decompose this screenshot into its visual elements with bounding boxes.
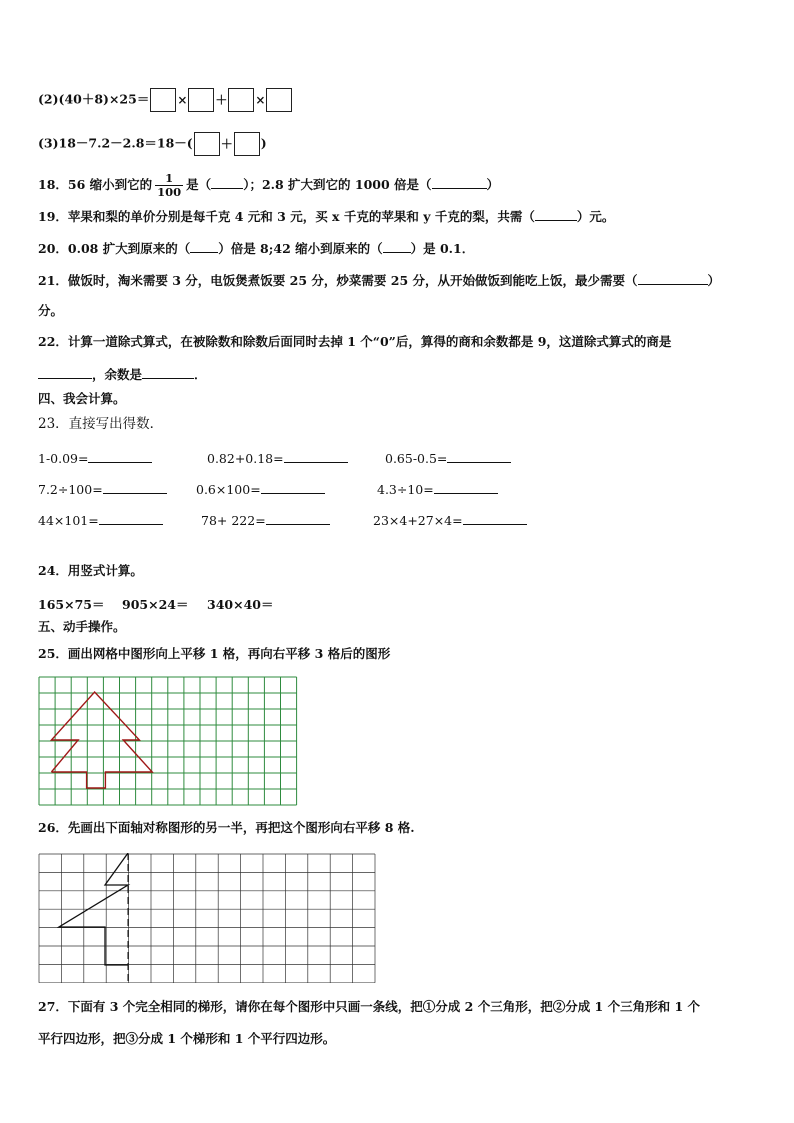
q18-text: 是（ [186, 177, 212, 192]
answer-box[interactable] [228, 88, 254, 112]
answer-blank[interactable] [190, 240, 218, 253]
calc-expression: 0.6×100= [196, 482, 261, 497]
fraction-denominator: 100 [157, 185, 182, 199]
q22-text: ． [194, 367, 207, 382]
answer-box[interactable] [266, 88, 292, 112]
question-23-title: 23．直接写出得数． [38, 416, 164, 432]
q17-part2-prefix: (2)(40＋8)×25＝ [38, 91, 150, 107]
calc-expression: 1-0.09= [38, 451, 89, 466]
question-26-title: 26．先画出下面轴对称图形的另一半，再把这个图形向右平移 8 格. [38, 820, 415, 835]
calc-item [38, 450, 152, 466]
calc-expression: 0.82+0.18= [207, 451, 284, 466]
q21-text: ） [707, 273, 721, 288]
q17-part3-prefix: (3)18－7.2－2.8＝18－( [38, 135, 193, 151]
section-4-heading: 四、我会计算。 [38, 391, 126, 406]
q18-text: 18．56 缩小到它的 [38, 177, 153, 192]
answer-blank[interactable] [434, 481, 498, 494]
q18-text: ） [486, 177, 500, 192]
question-20 [38, 240, 474, 257]
q20-text: ）倍是 8;42 缩小到原来的（ [218, 241, 383, 256]
q21-text: 21．做饭时，淘米需要 3 分，电饭煲煮饭要 25 分，炒菜需要 25 分，从开始做饭到能吃上饭，最少需要（ [38, 273, 638, 288]
calc-item [38, 481, 167, 497]
answer-box[interactable] [150, 88, 176, 112]
q20-text: 20．0.08 扩大到原来的（ [38, 241, 191, 256]
question-21-line1 [38, 272, 720, 289]
question-22-line2 [38, 366, 207, 383]
grid-25[interactable] [38, 676, 300, 806]
q17-part3-suffix: ) [260, 135, 267, 151]
tree-shape [51, 692, 152, 788]
fraction [155, 172, 183, 199]
calc-expression: 7.2÷100= [38, 482, 103, 497]
plus-sign: ＋ [220, 137, 233, 151]
question-24-title: 24．用竖式计算。 [38, 563, 143, 578]
q17-part2 [38, 88, 293, 112]
answer-blank[interactable] [638, 272, 708, 285]
answer-blank[interactable] [383, 240, 411, 253]
section-5-heading: 五、动手操作。 [38, 619, 126, 634]
vertical-calc-item: 165×75＝ [38, 597, 105, 612]
answer-blank[interactable] [284, 450, 348, 463]
answer-box[interactable] [194, 132, 220, 156]
answer-blank[interactable] [535, 208, 577, 221]
answer-blank[interactable] [463, 512, 527, 525]
answer-blank[interactable] [103, 481, 167, 494]
calc-item [377, 481, 498, 497]
q20-text: ）是 0.1． [410, 241, 475, 256]
calc-expression: 23×4+27×4= [373, 513, 463, 528]
answer-blank[interactable] [432, 176, 487, 189]
answer-blank[interactable] [447, 450, 511, 463]
question-25-title: 25．画出网格中图形向上平移 1 格，再向右平移 3 格后的图形 [38, 646, 391, 661]
calc-item [207, 450, 348, 466]
answer-blank[interactable] [142, 366, 194, 379]
answer-blank[interactable] [261, 481, 325, 494]
grid-26[interactable] [38, 853, 376, 983]
calc-item [38, 512, 163, 528]
question-27-line2: 平行四边形，把③分成 1 个梯形和 1 个平行四边形。 [38, 1031, 336, 1046]
calc-item [373, 512, 527, 528]
question-22-line1: 22．计算一道除式算式，在被除数和除数后面同时去掉 1 个“0”后，算得的商和余数都是 9，这道除式算式的商是 [38, 334, 672, 349]
answer-box[interactable] [188, 88, 214, 112]
calc-item [201, 512, 330, 528]
question-21-line2: 分。 [38, 303, 64, 318]
fraction-numerator: 1 [165, 171, 174, 185]
calc-expression: 78+ 222= [201, 513, 266, 528]
q22-text: ，余数是 [92, 367, 143, 382]
calc-expression: 4.3÷10= [377, 482, 434, 497]
vertical-calc-item: 905×24＝ [122, 597, 189, 612]
calc-item [385, 450, 511, 466]
answer-blank[interactable] [88, 450, 152, 463]
times-sign: × [177, 93, 188, 107]
q19-text: ）元。 [576, 209, 615, 224]
calc-expression: 44×101= [38, 513, 99, 528]
answer-blank[interactable] [38, 366, 92, 379]
times-sign: × [255, 93, 266, 107]
q18-text: ）；2.8 扩大到它的 1000 倍是（ [243, 177, 432, 192]
grid-26-lines [39, 854, 375, 983]
question-19 [38, 208, 614, 225]
q19-text: 19．苹果和梨的单价分别是每千克 4 元和 3 元，买 x 千克的苹果和 y 千克的梨，共需（ [38, 209, 535, 224]
question-27-line1: 27．下面有 3 个完全相同的梯形，请你在每个图形中只画一条线，把①分成 2 个三角形，把②分成 1 个三角形和 1 个 [38, 999, 701, 1014]
answer-box[interactable] [234, 132, 260, 156]
question-18 [38, 172, 499, 199]
calc-item [196, 481, 325, 497]
answer-blank[interactable] [266, 512, 330, 525]
answer-blank[interactable] [211, 176, 243, 189]
vertical-calc-item: 340×40＝ [207, 597, 274, 612]
plus-sign: ＋ [215, 93, 228, 107]
calc-expression: 0.65-0.5= [385, 451, 448, 466]
answer-blank[interactable] [99, 512, 163, 525]
q17-part3 [38, 132, 267, 156]
